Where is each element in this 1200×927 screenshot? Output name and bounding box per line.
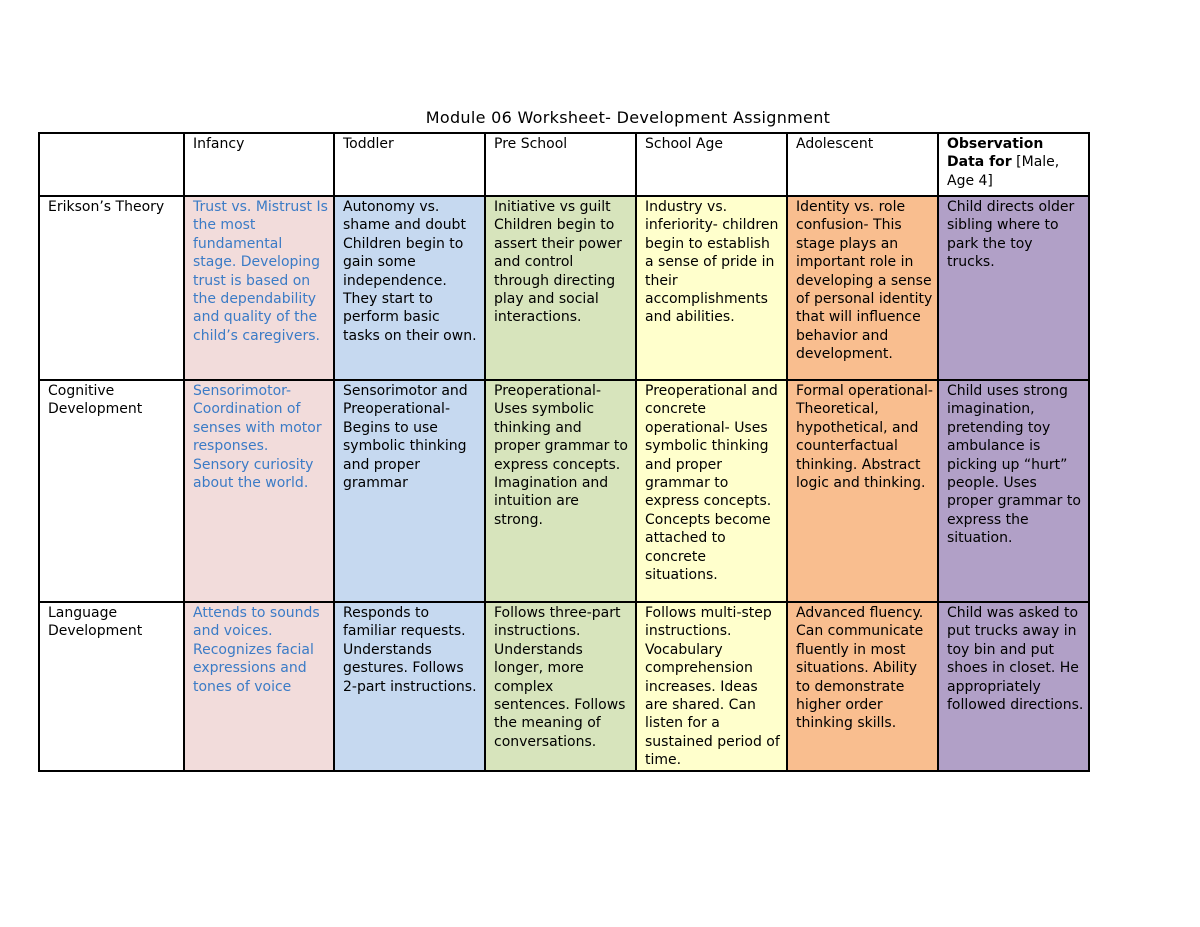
cell-school-age: Industry vs. inferiority- children begin to establish a sense of pride in their accomplishments and abilities. xyxy=(636,196,787,380)
header-infancy: Infancy xyxy=(184,133,334,196)
cell-adolescent: Identity vs. role confusion- This stage plays an important role in developing a sense of personal identity that will influence behavior and development. xyxy=(787,196,938,380)
observation-heading: Observation Data for xyxy=(947,136,1044,171)
cell-infancy: Trust vs. Mistrust Is the most fundamental stage. Developing trust is based on the dependability and quality of the child’s caregivers. xyxy=(184,196,334,380)
cell-preschool: Follows three-part instructions. Understands longer, more complex sentences. Follows the meaning of conversations. xyxy=(485,602,636,771)
worksheet-title: Module 06 Worksheet- Development Assignment xyxy=(425,108,831,127)
cell-observation: Child directs older sibling where to park the toy trucks. xyxy=(938,196,1089,380)
development-table xyxy=(38,132,1090,772)
header-preschool: Pre School xyxy=(485,133,636,196)
header-corner xyxy=(39,133,184,196)
header-row xyxy=(39,133,1089,196)
cell-preschool: Preoperational- Uses symbolic thinking and proper grammar to express concepts. Imagination and intuition are strong. xyxy=(485,380,636,602)
table-row xyxy=(39,380,1089,602)
cell-school-age: Preoperational and concrete operational- Uses symbolic thinking and proper grammar to express concepts. Concepts become attached to concrete situations. xyxy=(636,380,787,602)
cell-toddler: Sensorimotor and Preoperational- Begins to use symbolic thinking and proper grammar xyxy=(334,380,485,602)
header-toddler: Toddler xyxy=(334,133,485,196)
table-row xyxy=(39,196,1089,380)
cell-observation: Child was asked to put trucks away in toy bin and put shoes in closet. He appropriately followed directions. xyxy=(938,602,1089,771)
header-adolescent: Adolescent xyxy=(787,133,938,196)
cell-toddler: Responds to familiar requests. Understands gestures. Follows 2-part instructions. xyxy=(334,602,485,771)
cell-preschool: Initiative vs guilt Children begin to assert their power and control through directing play and social interactions. xyxy=(485,196,636,380)
header-school-age: School Age xyxy=(636,133,787,196)
cell-school-age: Follows multi-step instructions. Vocabulary comprehension increases. Ideas are shared. Can listen for a sustained period of time. xyxy=(636,602,787,771)
cell-observation: Child uses strong imagination, pretending toy ambulance is picking up “hurt” people. Uses proper grammar to express the situation. xyxy=(938,380,1089,602)
cell-infancy: Sensorimotor- Coordination of senses with motor responses. Sensory curiosity about the world. xyxy=(184,380,334,602)
table-row xyxy=(39,602,1089,771)
cell-toddler: Autonomy vs. shame and doubt Children begin to gain some independence. They start to perform basic tasks on their own. xyxy=(334,196,485,380)
observation-subject: [Male, Age 4] xyxy=(947,154,1060,189)
header-observation xyxy=(938,133,1089,196)
cell-adolescent: Formal operational- Theoretical, hypothetical, and counterfactual thinking. Abstract logic and thinking. xyxy=(787,380,938,602)
row-label: Language Development xyxy=(39,602,184,771)
row-label: Cognitive Development xyxy=(39,380,184,602)
cell-infancy: Attends to sounds and voices. Recognizes facial expressions and tones of voice xyxy=(184,602,334,771)
row-label: Erikson’s Theory xyxy=(39,196,184,380)
cell-adolescent: Advanced fluency. Can communicate fluently in most situations. Ability to demonstrate higher order thinking skills. xyxy=(787,602,938,771)
